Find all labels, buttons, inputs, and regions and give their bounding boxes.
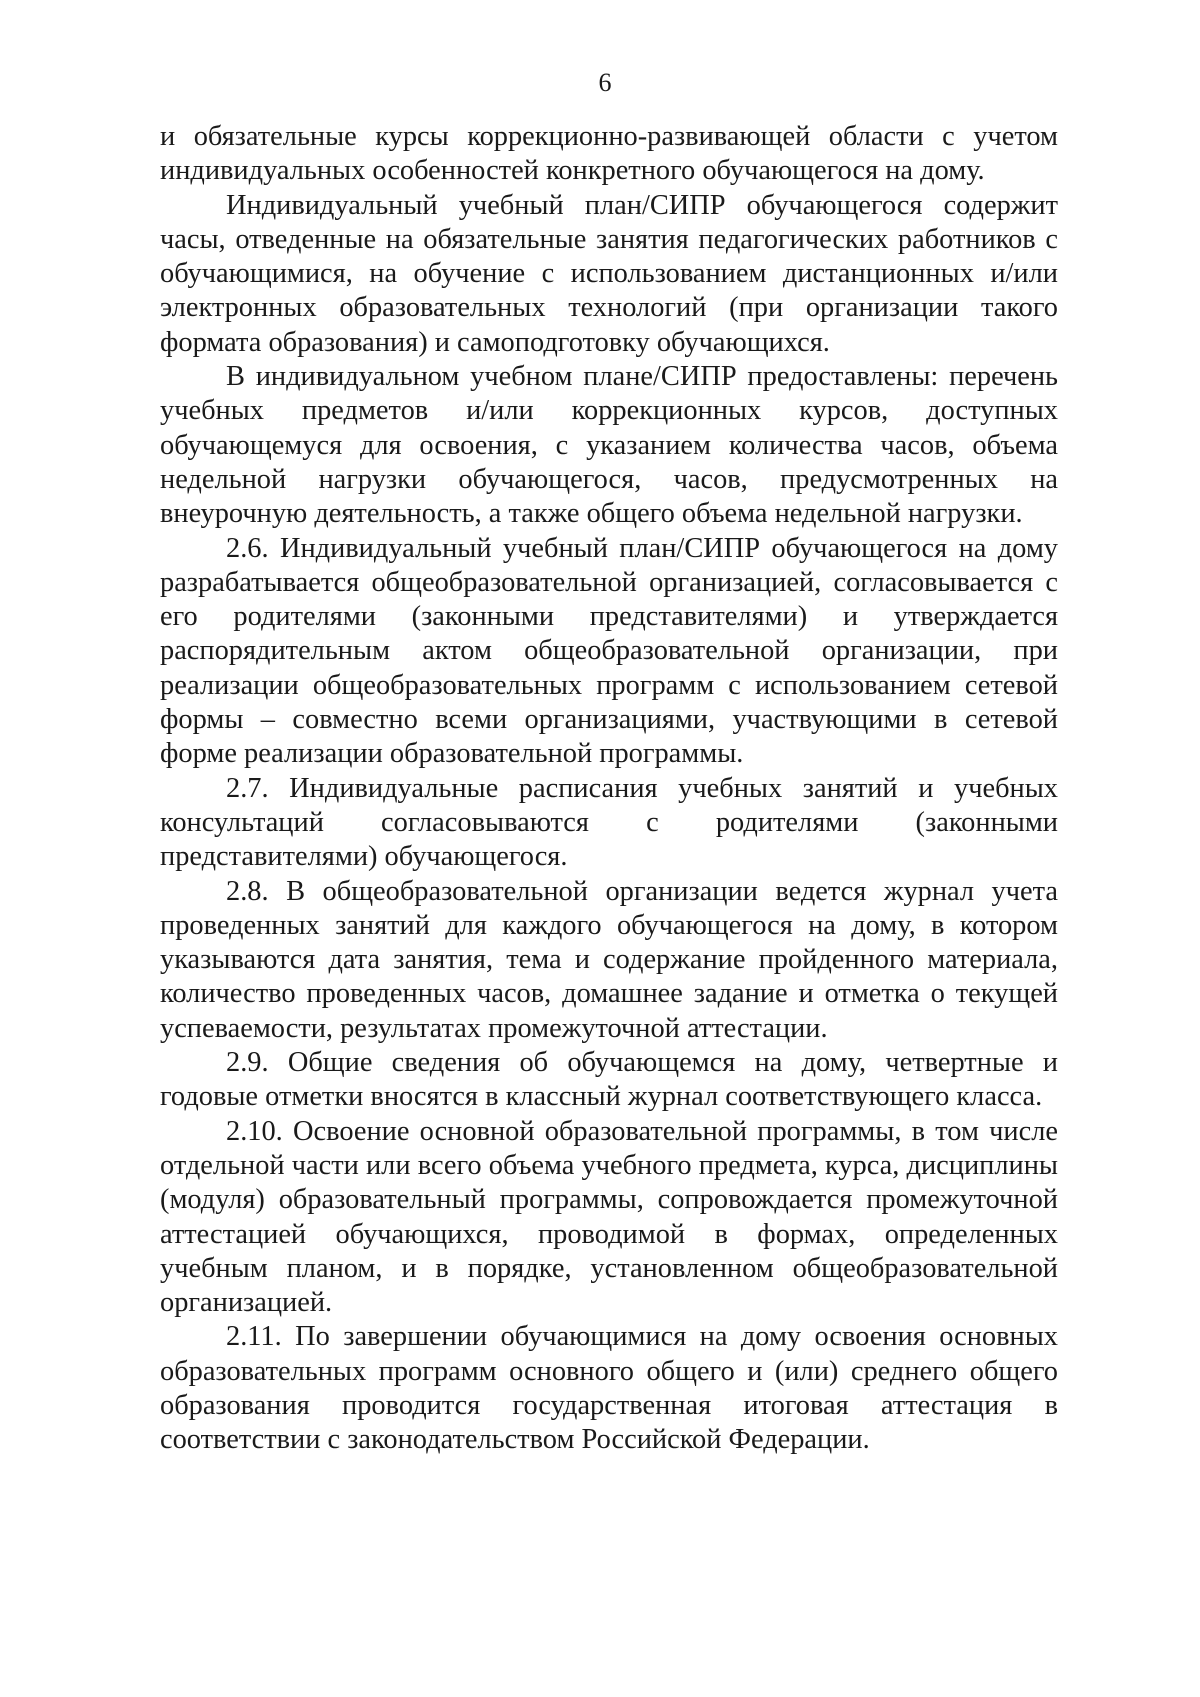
paragraph-continuation: и обязательные курсы коррекционно-развивающей области с учетом индивидуальных особенностей конкретного обучающегося на дому.	[160, 121, 1058, 187]
paragraph-individual-plan-contents: В индивидуальном учебном плане/СИПР предоставлены: перечень учебных предметов и/или коррекционных курсов, доступных обучающемуся для освоения, с указанием количества часов, объема недельной нагрузки обучающегося, часов, предусмотренных на внеурочную деятельность, а также общего объема недельной нагрузки.	[160, 361, 1058, 530]
paragraph-2-8: 2.8. В общеобразовательной организации ведется журнал учета проведенных занятий для каждого обучающегося на дому, в котором указываются дата занятия, тема и содержание пройденного материала, количество проведенных часов, домашнее задание и отметка о текущей успеваемости, результатах промежуточной аттестации.	[160, 875, 1058, 1044]
page-number: 6	[598, 68, 612, 97]
paragraph-2-11: 2.11. По завершении обучающимися на дому освоения основных образовательных программ основного общего и (или) среднего общего образования проводится государственная итоговая аттестация в соответствии с законодательством Российской Федерации.	[160, 1321, 1058, 1456]
paragraph-2-9: 2.9. Общие сведения об обучающемся на дому, четвертные и годовые отметки вносятся в классный журнал соответствующего класса.	[160, 1047, 1058, 1113]
paragraph-2-7: 2.7. Индивидуальные расписания учебных занятий и учебных консультаций согласовываются с родителями (законными представителями) обучающегося.	[160, 772, 1058, 873]
paragraph-2-6: 2.6. Индивидуальный учебный план/СИПР обучающегося на дому разрабатывается общеобразовательной организацией, согласовывается с его родителями (законными представителями) и утверждается распорядительным актом общеобразовательной организации, при реализации общеобразовательных программ с использованием сетевой формы – совместно всеми организациями, участвующими в сетевой форме реализации образовательной программы.	[160, 532, 1058, 770]
paragraph-individual-plan-hours: Индивидуальный учебный план/СИПР обучающегося содержит часы, отведенные на обязательные занятия педагогических работников с обучающимися, на обучение с использованием дистанционных и/или электронных образовательных технологий (при организации такого формата образования) и самоподготовку обучающихся.	[160, 189, 1058, 358]
paragraph-2-10: 2.10. Освоение основной образовательной программы, в том числе отдельной части или всего объема учебного предмета, курса, дисциплины (модуля) образовательный программы, сопровождается промежуточной аттестацией обучающихся, проводимой в формах, определенных учебным планом, и в порядке, установленном общеобразовательной организацией.	[160, 1115, 1058, 1319]
document-body	[160, 120, 1058, 1458]
